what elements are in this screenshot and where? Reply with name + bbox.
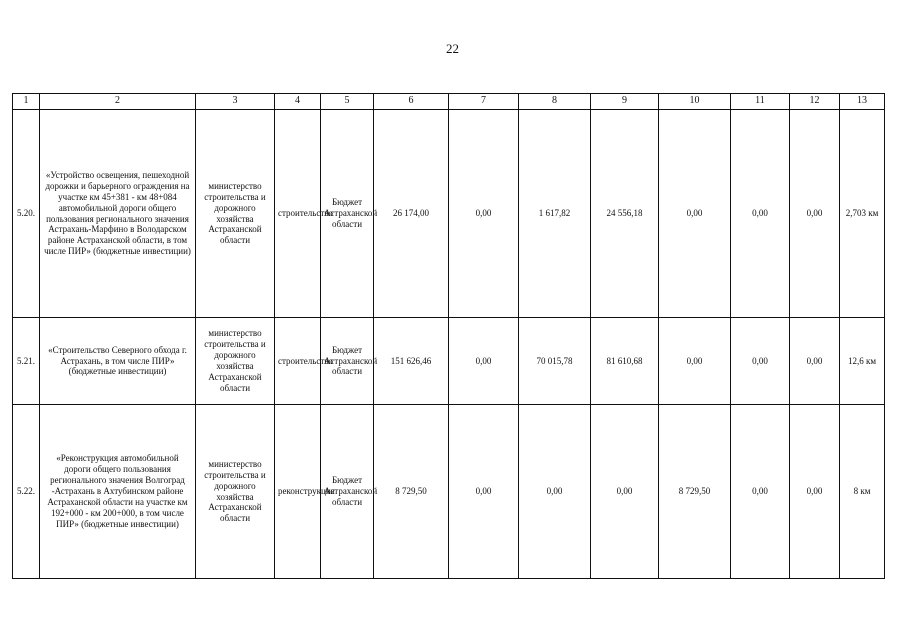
amount-col-8: 70 015,78 — [519, 318, 591, 405]
column-header: 13 — [840, 94, 885, 110]
object-name: «Строительство Северного обхода г. Астрахань, в том числе ПИР» (бюджетные инвестиции) — [40, 318, 196, 405]
investment-table — [12, 93, 885, 579]
capacity: 8 км — [840, 405, 885, 579]
table-row — [13, 318, 885, 405]
amount-col-9: 81 610,68 — [591, 318, 659, 405]
column-header: 6 — [374, 94, 449, 110]
column-header: 3 — [196, 94, 275, 110]
work-type: реконструкция — [275, 405, 321, 579]
amount-col-9: 24 556,18 — [591, 110, 659, 318]
column-header: 12 — [790, 94, 840, 110]
capacity: 2,703 км — [840, 110, 885, 318]
amount-col-6: 26 174,00 — [374, 110, 449, 318]
amount-col-6: 8 729,50 — [374, 405, 449, 579]
amount-col-11: 0,00 — [731, 405, 790, 579]
amount-col-8: 1 617,82 — [519, 110, 591, 318]
column-header: 4 — [275, 94, 321, 110]
object-name: «Устройство освещения, пешеходной дорожки и барьерного ограждения на участке км 45+381 - км 48+084 автомобильной дороги общего пользования регионального значения Астрахань-Марфино в Володарском районе Астраханской области, в том числе ПИР» (бюджетные инвестиции) — [40, 110, 196, 318]
column-header: 5 — [321, 94, 374, 110]
capacity: 12,6 км — [840, 318, 885, 405]
column-header: 8 — [519, 94, 591, 110]
object-name: «Реконструкция автомобильной дороги общего пользования регионального значения Волгоград -Астрахань в Ахтубинском районе Астраханской области на участке км 192+000 - км 200+000, в том числе ПИР» (бюджетные инвестиции) — [40, 405, 196, 579]
amount-col-7: 0,00 — [449, 110, 519, 318]
column-header: 2 — [40, 94, 196, 110]
customer: министерство строительства и дорожного хозяйства Астраханской области — [196, 405, 275, 579]
customer: министерство строительства и дорожного хозяйства Астраханской области — [196, 318, 275, 405]
column-header: 1 — [13, 94, 40, 110]
work-type: строительство — [275, 318, 321, 405]
table-row — [13, 110, 885, 318]
column-header: 11 — [731, 94, 790, 110]
funding-source: Бюджет Астраханской области — [321, 318, 374, 405]
column-header: 10 — [659, 94, 731, 110]
amount-col-10: 0,00 — [659, 110, 731, 318]
funding-source: Бюджет Астраханской области — [321, 405, 374, 579]
amount-col-10: 8 729,50 — [659, 405, 731, 579]
row-number: 5.20. — [13, 110, 40, 318]
amount-col-12: 0,00 — [790, 110, 840, 318]
amount-col-12: 0,00 — [790, 405, 840, 579]
amount-col-11: 0,00 — [731, 110, 790, 318]
table-row — [13, 405, 885, 579]
amount-col-12: 0,00 — [790, 318, 840, 405]
amount-col-8: 0,00 — [519, 405, 591, 579]
amount-col-7: 0,00 — [449, 318, 519, 405]
customer: министерство строительства и дорожного хозяйства Астраханской области — [196, 110, 275, 318]
amount-col-7: 0,00 — [449, 405, 519, 579]
amount-col-10: 0,00 — [659, 318, 731, 405]
amount-col-11: 0,00 — [731, 318, 790, 405]
column-number-row — [13, 94, 885, 110]
row-number: 5.22. — [13, 405, 40, 579]
amount-col-6: 151 626,46 — [374, 318, 449, 405]
amount-col-9: 0,00 — [591, 405, 659, 579]
page-number: 22 — [446, 41, 459, 56]
funding-source: Бюджет Астраханской области — [321, 110, 374, 318]
work-type: строительство — [275, 110, 321, 318]
row-number: 5.21. — [13, 318, 40, 405]
column-header: 9 — [591, 94, 659, 110]
column-header: 7 — [449, 94, 519, 110]
